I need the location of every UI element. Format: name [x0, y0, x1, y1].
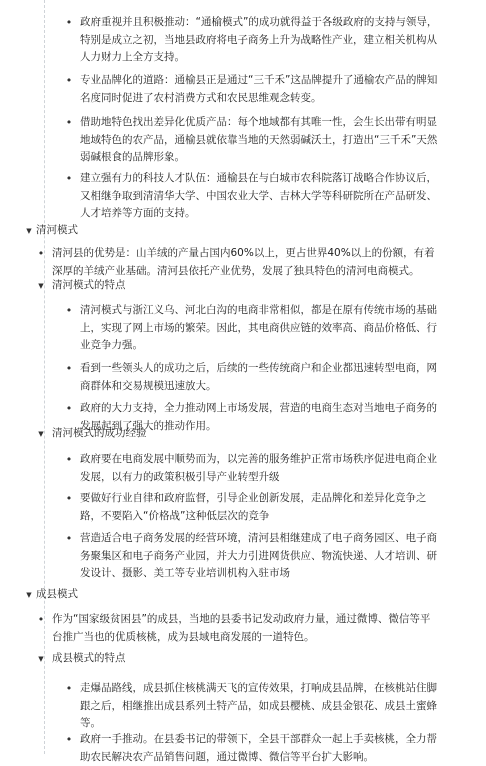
text-line: 特别是成立之初，当地县政府将电子商务上升为战略性产业，建立相关机构从 [80, 32, 437, 50]
text-line: 台推广当也的优质核桃，成为县域电商发展的一道特色。 [52, 629, 430, 647]
text-line: 政府重视并且积极推动：“通榆模式”的成功就得益于各级政府的支持与领导， [80, 14, 437, 32]
text-line: 清河模式与浙江义乌、河北白沟的电商非常相似，都是在原有传统市场的基础 [80, 302, 437, 320]
list-item-text [80, 170, 437, 223]
text-line: 务聚集区和电子商务产业园，并大力引进网货供应、物流快递、人才培训、研 [80, 548, 437, 566]
list-item-text [80, 680, 437, 733]
text-line: 商群体和交易规模迅速放大。 [80, 378, 437, 396]
text-line: 助农民解决农产品销售问题，通过微博、微信等平台扩大影响。 [80, 749, 437, 766]
list-item-text [80, 302, 437, 355]
text-line: 政府要在电商发展中顺势而为，以完善的服务维护正常市场秩序促进电商企业 [80, 451, 437, 469]
bullet-icon: • [64, 74, 74, 88]
list-item-text [52, 245, 435, 280]
text-line: 弱碱根食的品牌形象。 [80, 149, 437, 167]
text-line: 作为“国家级贫困县”的成县，当地的县委书记发动政府力量，通过微博、微信等平 [52, 611, 430, 629]
text-line: 人力财力上全方支持。 [80, 49, 437, 67]
list-item-text [80, 114, 437, 167]
text-line: 名度同时促进了农村消费方式和农民思维观念转变。 [80, 90, 437, 108]
text-line: 发设计、摄影、美工等专业培训机构入驻市场 [80, 565, 437, 583]
list-item-text [80, 360, 437, 395]
section-title: 成县模式 [36, 586, 78, 604]
collapse-toggle-icon[interactable]: ▼ [36, 652, 46, 666]
bullet-icon: • [64, 402, 74, 416]
list-item-text [80, 72, 437, 107]
text-line: 借助地特色找出差异化优质产品：每个地域都有其唯一性，会生长出带有明显 [80, 114, 437, 132]
text-line: 等。 [80, 715, 437, 733]
text-line: 政府的大力支持，全力推动网上市场发展，营造的电商生态对当地电子商务的 [80, 400, 437, 418]
text-line: 要做好行业自律和政府监督，引导企业创新发展，走品牌化和差异化竞争之 [80, 490, 427, 508]
bullet-icon: • [64, 492, 74, 506]
text-line: 深厚的羊绒产业基础。清河县依托产业优势，发展了独具特色的清河电商模式。 [52, 263, 435, 281]
text-line: 营造适合电子商务发展的经营环境，清河县相继建成了电子商务园区、电子商 [80, 530, 437, 548]
list-item-text [80, 14, 437, 67]
bullet-icon: • [64, 532, 74, 546]
text-line: 政府一手推动。在县委书记的带领下，全县干部群众一起上手卖核桃，全力帮 [80, 731, 437, 749]
text-line: 又相继争取到清清华大学、中国农业大学、吉林大学等科研院所在产品研发、 [80, 188, 437, 206]
bullet-icon: • [64, 116, 74, 130]
bullet-icon: • [64, 453, 74, 467]
text-line: 人才培养等方面的支持。 [80, 205, 437, 223]
list-item-text [52, 611, 430, 646]
text-line: 建立强有力的科技人才队伍：通榆县在与白城市农科院落订战略合作协议后， [80, 170, 437, 188]
outline-indent-guide [44, 0, 45, 754]
text-line: 发展起到了强大的推动作用。 [80, 418, 437, 436]
text-line: 看到一些领头人的成功之后，后续的一些传统商户和企业都迅速转型电商，网 [80, 360, 437, 378]
bullet-icon: • [36, 247, 46, 261]
collapse-toggle-icon[interactable]: ▼ [24, 588, 34, 602]
subsection-title: 成县模式的特点 [52, 650, 126, 668]
text-line: 上，实现了网上市场的繁荣。因此，其电商供应链的效率高、商品价格低、行 [80, 320, 437, 338]
list-item-text [80, 451, 437, 486]
list-item-text [80, 731, 437, 766]
collapse-toggle-icon[interactable]: ▼ [24, 224, 34, 238]
text-line: 地域特色的农产品，通榆县就依靠当地的天然弱碱沃土，打造出“三千禾”天然 [80, 132, 437, 150]
section-title: 清河模式 [36, 222, 78, 240]
bullet-icon: • [64, 682, 74, 696]
bullet-icon: • [64, 362, 74, 376]
text-line: 发展，以有力的政策积极引导产业转型升级 [80, 469, 437, 487]
bullet-icon: • [64, 304, 74, 318]
bullet-icon: • [36, 613, 46, 627]
text-line: 业竞争力强。 [80, 337, 437, 355]
bullet-icon: • [64, 16, 74, 30]
subsection-title: 清河模式的成功经验 [52, 425, 147, 443]
list-item-text [80, 530, 437, 583]
text-line: 专业品牌化的道路：通榆县正是通过“三千禾”这品牌提升了通榆农产品的牌知 [80, 72, 437, 90]
text-line: 清河县的优势是：山羊绒的产量占国内60%以上，更占世界40%以上的份额，有着 [52, 245, 435, 263]
collapse-toggle-icon[interactable]: ▼ [36, 427, 46, 441]
collapse-toggle-icon[interactable]: ▼ [36, 279, 46, 293]
bullet-icon: • [64, 172, 74, 186]
list-item-text [80, 490, 427, 525]
text-line: 走爆品路线，成县抓住核桃满天飞的宣传效果，打响成县品牌，在核桃站住脚 [80, 680, 437, 698]
bullet-icon: • [64, 733, 74, 747]
text-line: 路，不要陷入“价格战”这种低层次的竞争 [80, 508, 427, 526]
subsection-title: 清河模式的特点 [52, 277, 126, 295]
text-line: 跟之后，相继推出成县系列土特产品，如成县樱桃、成县金银花、成县土蜜蜂 [80, 698, 437, 716]
